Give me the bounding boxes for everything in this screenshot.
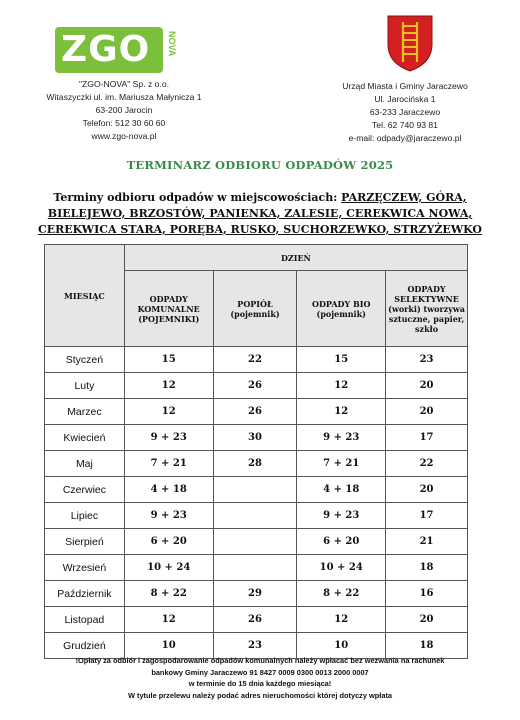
subtitle-lead: Terminy odbioru odpadów w miejscowościach: — [53, 191, 342, 204]
month-cell: Lipiec — [45, 503, 125, 529]
date-cell: 20 — [386, 373, 468, 399]
month-cell: Marzec — [45, 399, 125, 425]
date-cell: 12 — [297, 399, 386, 425]
month-cell: Maj — [45, 451, 125, 477]
date-cell — [213, 529, 297, 555]
month-cell: Listopad — [45, 607, 125, 633]
company-city: 63-200 Jarocin — [95, 105, 153, 115]
date-cell: 12 — [124, 607, 213, 633]
table-row — [45, 373, 468, 399]
table-row — [45, 477, 468, 503]
date-cell: 9 + 23 — [124, 503, 213, 529]
office-street: Ul. Jarocińska 1 — [374, 94, 436, 104]
date-cell: 30 — [213, 425, 297, 451]
date-cell: 4 + 18 — [297, 477, 386, 503]
column-header-komunalne: ODPADY KOMUNALNE (POJEMNIKI) — [124, 271, 213, 347]
places-line-1: PARZĘCZEW, GÓRA, — [341, 191, 467, 204]
date-cell: 12 — [124, 373, 213, 399]
column-header-selektywne: ODPADY SELEKTYWNE (worki) tworzywa sztuczne, papier, szkło — [386, 271, 468, 347]
date-cell: 7 + 21 — [124, 451, 213, 477]
date-cell: 22 — [386, 451, 468, 477]
zgo-nova-logo — [55, 27, 185, 73]
schedule-rows — [45, 347, 468, 659]
jaraczewo-crest-icon — [385, 14, 435, 72]
month-cell: Luty — [45, 373, 125, 399]
date-cell: 7 + 21 — [297, 451, 386, 477]
date-cell: 26 — [213, 399, 297, 425]
table-row — [45, 581, 468, 607]
month-cell: Wrzesień — [45, 555, 125, 581]
date-cell: 10 — [297, 633, 386, 659]
date-cell: 6 + 20 — [297, 529, 386, 555]
collection-schedule-table — [44, 244, 468, 659]
date-cell: 9 + 23 — [297, 425, 386, 451]
places-line-3: CEREKWICA STARA, PORĘBA, RUSKO, SUCHORZEWKO, STRZYŻEWKO — [37, 223, 483, 236]
date-cell: 8 + 22 — [297, 581, 386, 607]
payment-note-line-3: w terminie do 15 dnia każdego miesiąca! — [188, 679, 332, 688]
date-cell: 4 + 18 — [124, 477, 213, 503]
date-cell: 10 + 24 — [124, 555, 213, 581]
locations-subtitle — [20, 190, 500, 238]
date-cell: 23 — [213, 633, 297, 659]
month-cell: Styczeń — [45, 347, 125, 373]
payment-note-line-4: W tytule przelewu należy podać adres nieruchomości której dotyczy wpłata — [127, 690, 393, 700]
column-header-popiol: POPIÓŁ (pojemnik) — [213, 271, 297, 347]
nova-logo-text: NOVA — [167, 31, 177, 57]
date-cell: 8 + 22 — [124, 581, 213, 607]
letterhead — [0, 0, 520, 160]
day-group-header: DZIEŃ — [124, 245, 467, 271]
date-cell: 22 — [213, 347, 297, 373]
date-cell: 21 — [386, 529, 468, 555]
date-cell: 17 — [386, 425, 468, 451]
date-cell: 12 — [297, 607, 386, 633]
date-cell: 9 + 23 — [124, 425, 213, 451]
payment-note — [0, 655, 520, 701]
company-name: "ZGO-NOVA" Sp. z o.o. — [79, 79, 169, 89]
month-cell: Czerwiec — [45, 477, 125, 503]
date-cell: 20 — [386, 399, 468, 425]
table-row — [45, 607, 468, 633]
date-cell: 29 — [213, 581, 297, 607]
date-cell: 12 — [124, 399, 213, 425]
table-row — [45, 347, 468, 373]
company-street: Witaszyczki ul. im. Mariusza Małynicza 1 — [46, 92, 202, 102]
office-address — [300, 80, 510, 145]
date-cell — [213, 477, 297, 503]
date-cell: 15 — [124, 347, 213, 373]
company-address — [0, 78, 248, 143]
date-cell: 9 + 23 — [297, 503, 386, 529]
payment-note-line-1: !Opłaty za odbiór i zagospodarowanie odpadów komunalnych należy wpłacać bez wezwania na rachunek — [75, 656, 445, 665]
date-cell: 15 — [297, 347, 386, 373]
date-cell: 20 — [386, 477, 468, 503]
month-cell: Grudzień — [45, 633, 125, 659]
date-cell: 23 — [386, 347, 468, 373]
table-row — [45, 555, 468, 581]
office-name: Urząd Miasta i Gminy Jaraczewo — [342, 81, 468, 91]
date-cell: 20 — [386, 607, 468, 633]
date-cell: 28 — [213, 451, 297, 477]
company-phone: Telefon: 512 30 60 60 — [82, 118, 166, 128]
office-email: e-mail: odpady@jaraczewo.pl — [348, 133, 462, 143]
month-cell: Październik — [45, 581, 125, 607]
zgo-logo-text: ZGO — [61, 29, 151, 70]
page-title: TERMINARZ ODBIORU ODPADÓW 2025 — [126, 158, 394, 172]
office-city: 63-233 Jaraczewo — [369, 107, 441, 117]
month-cell: Sierpień — [45, 529, 125, 555]
company-web: www.zgo-nova.pl — [91, 131, 157, 141]
column-header-bio: ODPADY BIO (pojemnik) — [297, 271, 386, 347]
date-cell: 12 — [297, 373, 386, 399]
payment-note-line-2: bankowy Gminy Jaraczewo 91 8427 0009 0300 0013 2000 0007 — [151, 667, 369, 677]
table-row — [45, 399, 468, 425]
date-cell: 16 — [386, 581, 468, 607]
table-row — [45, 503, 468, 529]
table-row — [45, 451, 468, 477]
month-cell: Kwiecień — [45, 425, 125, 451]
date-cell: 18 — [386, 633, 468, 659]
office-phone: Tel. 62 740 93 81 — [372, 120, 438, 130]
table-row — [45, 529, 468, 555]
date-cell: 6 + 20 — [124, 529, 213, 555]
date-cell: 26 — [213, 607, 297, 633]
places-line-2: BIELEJEWO, BRZOSTÓW, PANIENKA, ZALESIE, CEREKWICA NOWA, — [47, 207, 473, 220]
date-cell — [213, 555, 297, 581]
date-cell: 10 + 24 — [297, 555, 386, 581]
date-cell: 17 — [386, 503, 468, 529]
date-cell: 18 — [386, 555, 468, 581]
date-cell — [213, 503, 297, 529]
table-row — [45, 425, 468, 451]
date-cell: 26 — [213, 373, 297, 399]
date-cell: 10 — [124, 633, 213, 659]
month-column-header: MIESIĄC — [45, 245, 125, 347]
